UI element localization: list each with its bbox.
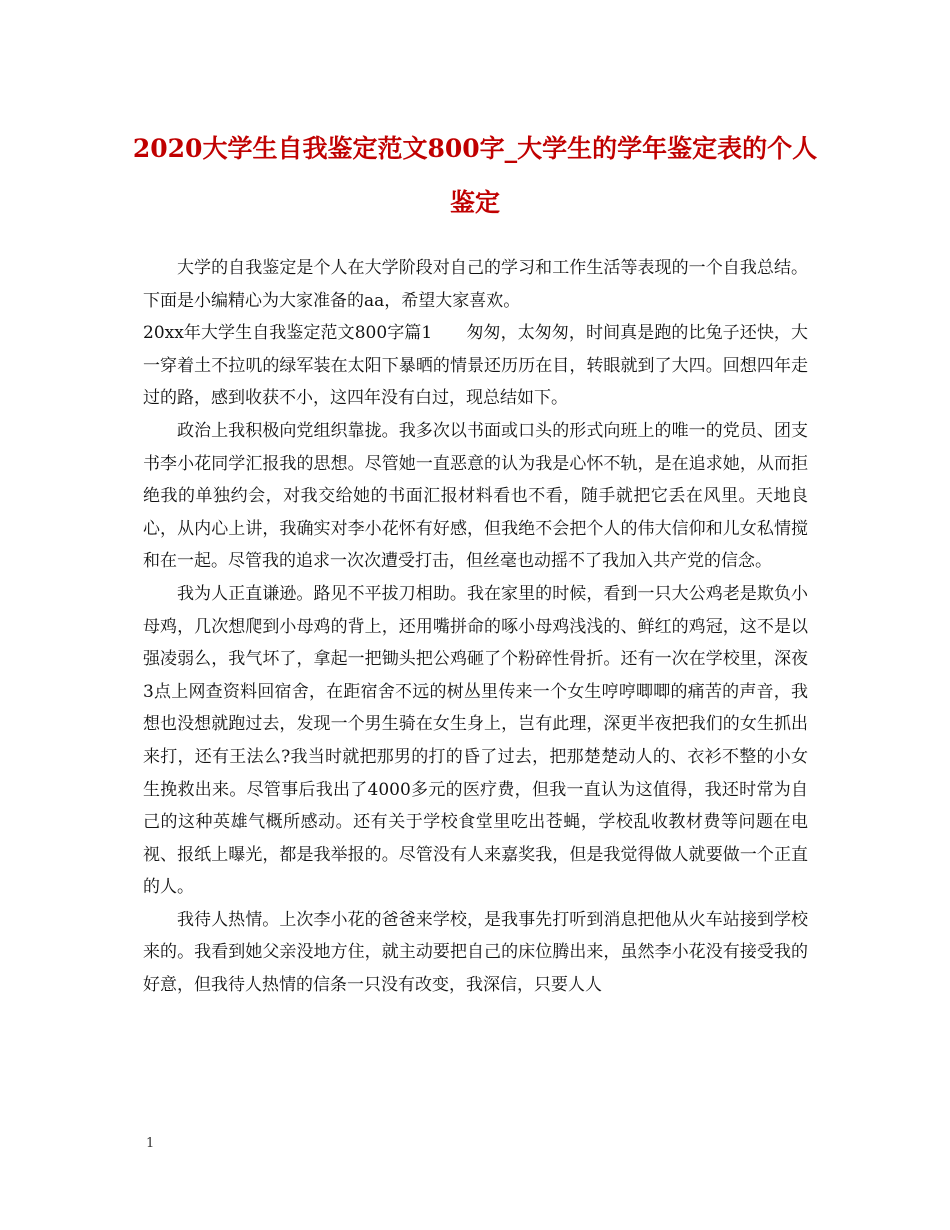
paragraph-intro: 大学的自我鉴定是个人在大学阶段对自己的学习和工作生活等表现的一个自我总结。下面是小编精心为大家准备的aa，希望大家喜欢。 bbox=[143, 258, 808, 311]
document-title: 2020大学生自我鉴定范文800字_大学生的学年鉴定表的个人鉴定 bbox=[132, 134, 818, 217]
paragraph-section-heading: 20xx年大学生自我鉴定范文800字篇1 匆匆，太匆匆，时间真是跑的比兔子还快，大一穿着土不拉叽的绿军装在太阳下暴晒的情景还历历在目，转眼就到了大四。回想四年走过的路，感到收获不小，这四年没有白过，现总结如下。 bbox=[143, 323, 808, 409]
paragraph-integrity: 我为人正直谦逊。路见不平拔刀相助。我在家里的时候，看到一只大公鸡老是欺负小母鸡，几次想爬到小母鸡的背上，还用嘴拼命的啄小母鸡浅浅的、鲜红的鸡冠，这不是以强凌弱么，我气坏了，拿起一把锄头把公鸡砸了个粉碎性骨折。还有一次在学校里，深夜3点上网查资料回宿舍，在距宿舍不远的树丛里传来一个女生哼哼唧唧的痛苦的声音，我想也没想就跑过去，发现一个男生骑在女生身上，岂有此理，深更半夜把我们的女生抓出来打，还有王法么?我当时就把那男的打的昏了过去，把那楚楚动人的、衣衫不整的小女生挽救出来。尽管事后我出了4000多元的医疗费，但我一直认为这值得，我还时常为自己的这种英雄气概所感动。还有关于学校食堂里吃出苍蝇，学校乱收教材费等问题在电视、报纸上曝光，都是我举报的。尽管没有人来嘉奖我，但是我觉得做人就要做一个正直的人。 bbox=[143, 583, 808, 898]
paragraph-hospitality: 我待人热情。上次李小花的爸爸来学校，是我事先打听到消息把他从火车站接到学校来的。我看到她父亲没地方住，就主动要把自己的床位腾出来，虽然李小花没有接受我的好意，但我待人热情的信条一只没有改变，我深信，只要人人 bbox=[143, 909, 808, 996]
page-number: 1 bbox=[146, 1136, 155, 1151]
paragraph-politics: 政治上我积极向党组织靠拢。我多次以书面或口头的形式向班上的唯一的党员、团支书李小花同学汇报我的思想。尽管她一直恶意的认为我是心怀不轨，是在追求她，从而拒绝我的单独约会，对我交给她的书面汇报材料看也不看，随手就把它丢在风里。天地良心，从内心上讲，我确实对李小花怀有好感，但我绝不会把个人的伟大信仰和儿女私情搅和在一起。尽管我的追求一次次遭受打击，但丝毫也动摇不了我加入共产党的信念。 bbox=[143, 420, 808, 572]
document-body bbox=[143, 252, 808, 1002]
